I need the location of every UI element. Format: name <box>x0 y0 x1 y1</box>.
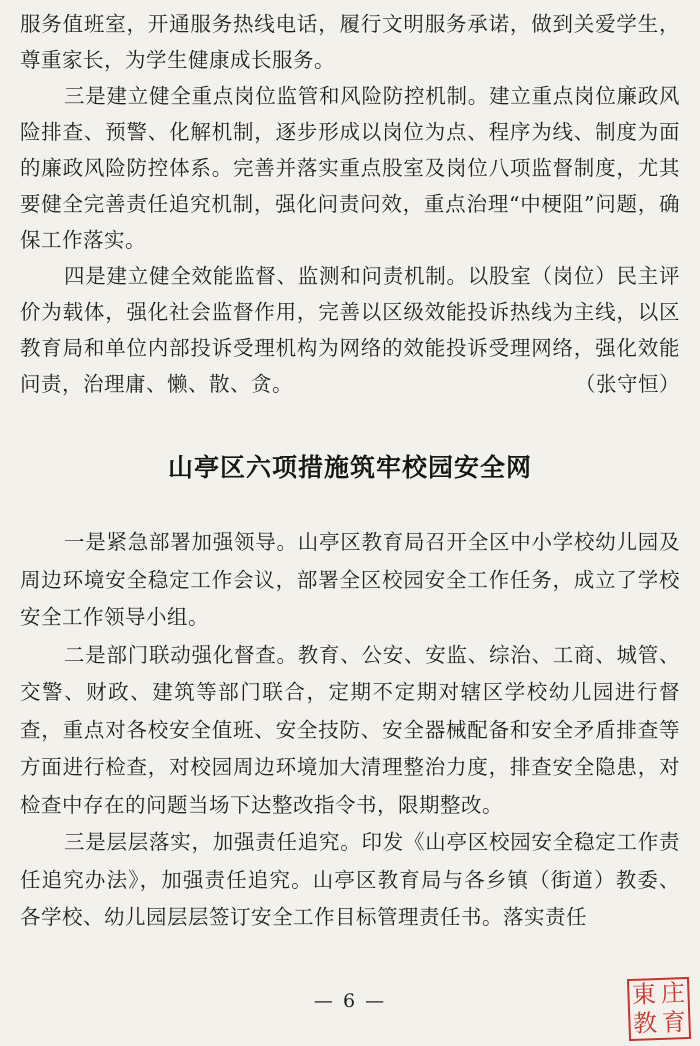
paragraph-continued: 服务值班室，开通服务热线电话，履行文明服务承诺，做到关爱学生，尊重家长，为学生健康成长服务。 <box>20 12 680 72</box>
measure-one-paragraph: 一是紧急部署加强领导。山亭区教育局召开全区中小学校幼儿园及周边环境安全稳定工作会议，部署全区校园安全工作任务，成立了学校安全工作领导小组。 <box>20 530 680 629</box>
seal-char: 教 <box>632 1009 658 1038</box>
seal-char: 育 <box>661 1008 687 1037</box>
seal-char: 庄 <box>660 979 686 1008</box>
article-body <box>20 524 680 937</box>
paragraph-four <box>20 258 680 402</box>
paragraph-three: 三是建立健全重点岗位监管和风险防控机制。建立重点岗位廉政风险排查、预警、化解机制，逐步形成以岗位为点、程序为线、制度为面的廉政风险防控体系。完善并落实重点股室及岗位八项监督制度，尤其要健全完善责任追究机制，强化问责问效，重点治理“中梗阻”问题，确保工作落实。 <box>20 84 680 252</box>
author-signature: （张守恒） <box>575 372 680 396</box>
measure-two-paragraph: 二是部门联动强化督查。教育、公安、安监、综治、工商、城管、交警、财政、建筑等部门联合，定期不定期对辖区学校幼儿园进行督查，重点对各校安全值班、安全技防、安全器械配备和安全矛盾排查等方面进行检查，对校园周边环境加大清理整治力度，排查安全隐患，对检查中存在的问题当场下达整改指令书，限期整改。 <box>20 642 680 817</box>
measure-three-paragraph: 三是层层落实，加强责任追究。印发《山亭区校园安全稳定工作责任追究办法》，加强责任追究。山亭区教育局与各乡镇（街道）教委、各学校、幼儿园层层签订安全工作目标管理责任书。落实责任 <box>20 830 680 929</box>
red-seal-stamp <box>627 977 691 1041</box>
page-number: — 6 — <box>313 990 387 1012</box>
paragraph-four-text: 四是建立健全效能监督、监测和问责机制。以股室（岗位）民主评价为载体，强化社会监督作用，完善以区级效能投诉热线为主线，以区教育局和单位内部投诉受理机构为网络的效能投诉受理网络，强化效能问责，治理庸、懒、散、贪。 <box>20 264 680 396</box>
article-title: 山亭区六项措施筑牢校园安全网 <box>167 453 532 482</box>
seal-char: 東 <box>631 980 657 1009</box>
